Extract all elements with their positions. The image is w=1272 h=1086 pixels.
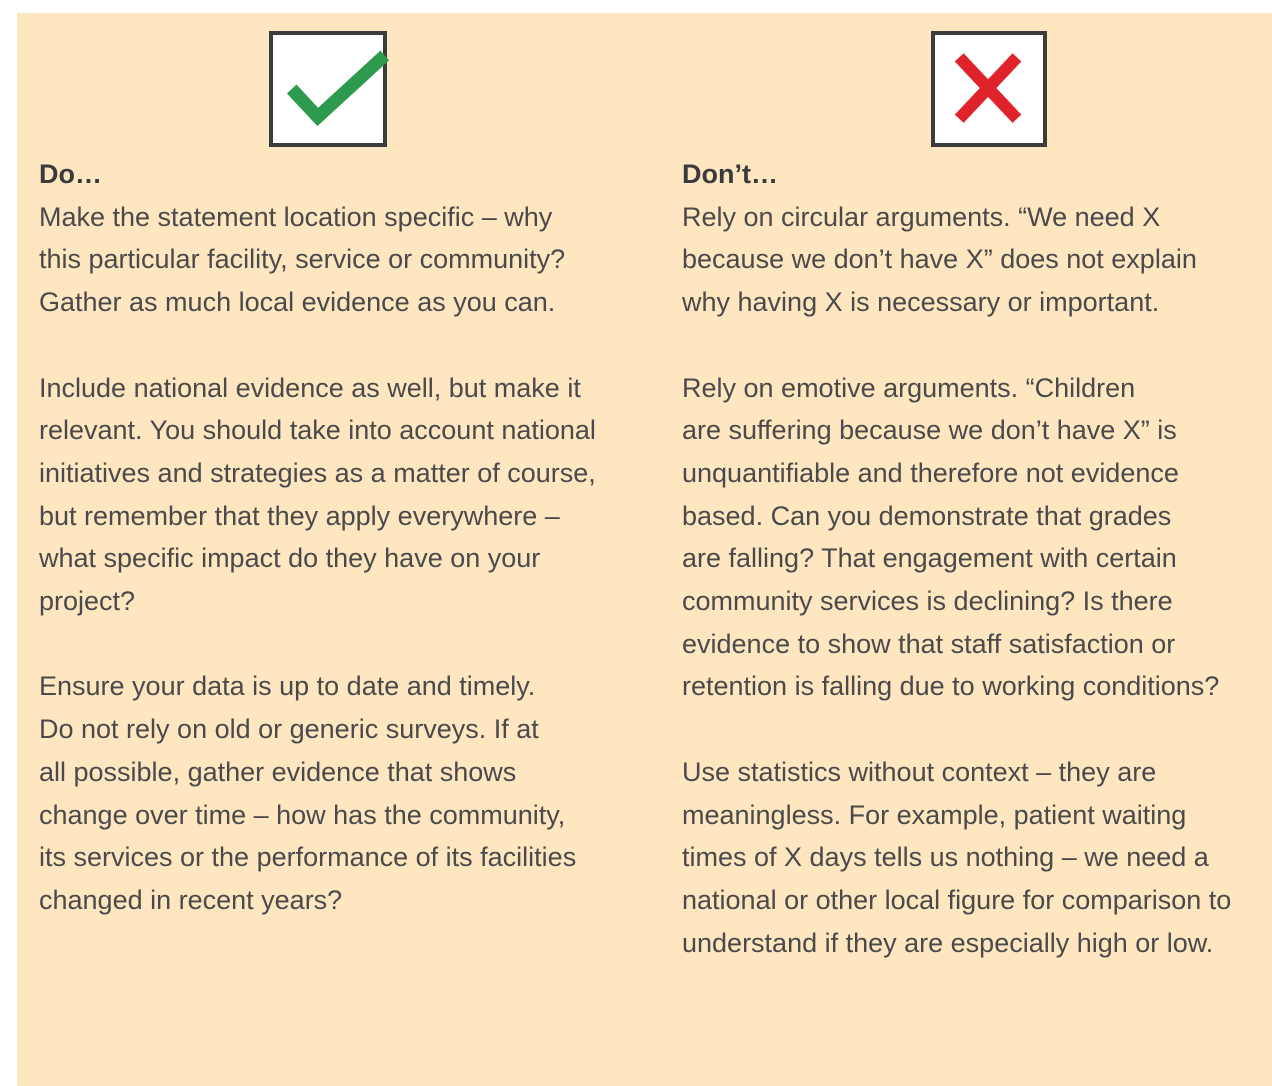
dont-paragraph-line: Rely on emotive arguments. “Children xyxy=(682,372,1136,403)
cross-icon xyxy=(935,35,1043,143)
do-paragraph-line: Do not rely on old or generic surveys. If at xyxy=(39,714,539,745)
checkmark-icon xyxy=(273,35,383,143)
dont-paragraph-line: understand if they are especially high or low. xyxy=(682,927,1214,958)
do-paragraph-line: relevant. You should take into account national xyxy=(39,415,596,446)
dont-paragraph-line: based. Can you demonstrate that grades xyxy=(682,500,1172,531)
dont-paragraph-line: meaningless. For example, patient waiting xyxy=(682,799,1187,830)
do-paragraphs xyxy=(39,196,649,922)
do-paragraph-line: change over time – how has the community, xyxy=(39,799,566,830)
do-column xyxy=(39,153,649,964)
do-paragraph xyxy=(39,665,649,921)
do-paragraph-line: all possible, gather evidence that shows xyxy=(39,756,517,787)
dont-paragraph-line: national or other local figure for comparison to xyxy=(682,884,1232,915)
dont-heading: Don’t… xyxy=(682,159,778,189)
dont-column xyxy=(682,153,1272,1007)
do-paragraph-line: project? xyxy=(39,586,136,617)
dont-paragraph-line: retention is falling due to working conditions? xyxy=(682,671,1220,702)
do-paragraph-line: Ensure your data is up to date and timely. xyxy=(39,671,536,702)
do-paragraph-line: this particular facility, service or community? xyxy=(39,244,566,275)
dont-paragraph xyxy=(682,367,1272,709)
dont-paragraphs xyxy=(682,196,1272,965)
dont-paragraph-line: community services is declining? Is there xyxy=(682,586,1173,617)
dont-paragraph-line: unquantifiable and therefore not evidence xyxy=(682,457,1179,488)
dont-paragraph-line: Rely on circular arguments. “We need X xyxy=(682,201,1161,232)
dont-paragraph-line: Use statistics without context – they are xyxy=(682,756,1157,787)
do-paragraph-line: what specific impact do they have on your xyxy=(39,543,541,574)
do-paragraph-line: Include national evidence as well, but make it xyxy=(39,372,581,403)
dont-paragraph xyxy=(682,751,1272,965)
do-paragraph-line: Gather as much local evidence as you can. xyxy=(39,287,556,318)
dont-paragraph-line: are suffering because we don’t have X” is xyxy=(682,415,1177,446)
do-paragraph-line: but remember that they apply everywhere – xyxy=(39,500,560,531)
dont-paragraph-line: because we don’t have X” does not explain xyxy=(682,244,1197,275)
dont-paragraph-line: why having X is necessary or important. xyxy=(682,287,1160,318)
do-paragraph-line: its services or the performance of its facilities xyxy=(39,842,577,873)
dont-paragraph-line: evidence to show that staff satisfaction or xyxy=(682,628,1176,659)
do-dont-panel xyxy=(17,13,1272,1086)
do-paragraph-line: initiatives and strategies as a matter of course, xyxy=(39,457,596,488)
dont-paragraph-line: times of X days tells us nothing – we need a xyxy=(682,842,1209,873)
checkbox-cross-icon-box xyxy=(931,31,1047,147)
checkbox-checked-icon-box xyxy=(269,31,387,147)
do-heading: Do… xyxy=(39,159,102,189)
do-paragraph-line: changed in recent years? xyxy=(39,884,343,915)
dont-paragraph xyxy=(682,196,1272,324)
do-paragraph-line: Make the statement location specific – why xyxy=(39,201,553,232)
do-paragraph xyxy=(39,196,649,324)
dont-paragraph-line: are falling? That engagement with certain xyxy=(682,543,1177,574)
do-paragraph xyxy=(39,367,649,623)
